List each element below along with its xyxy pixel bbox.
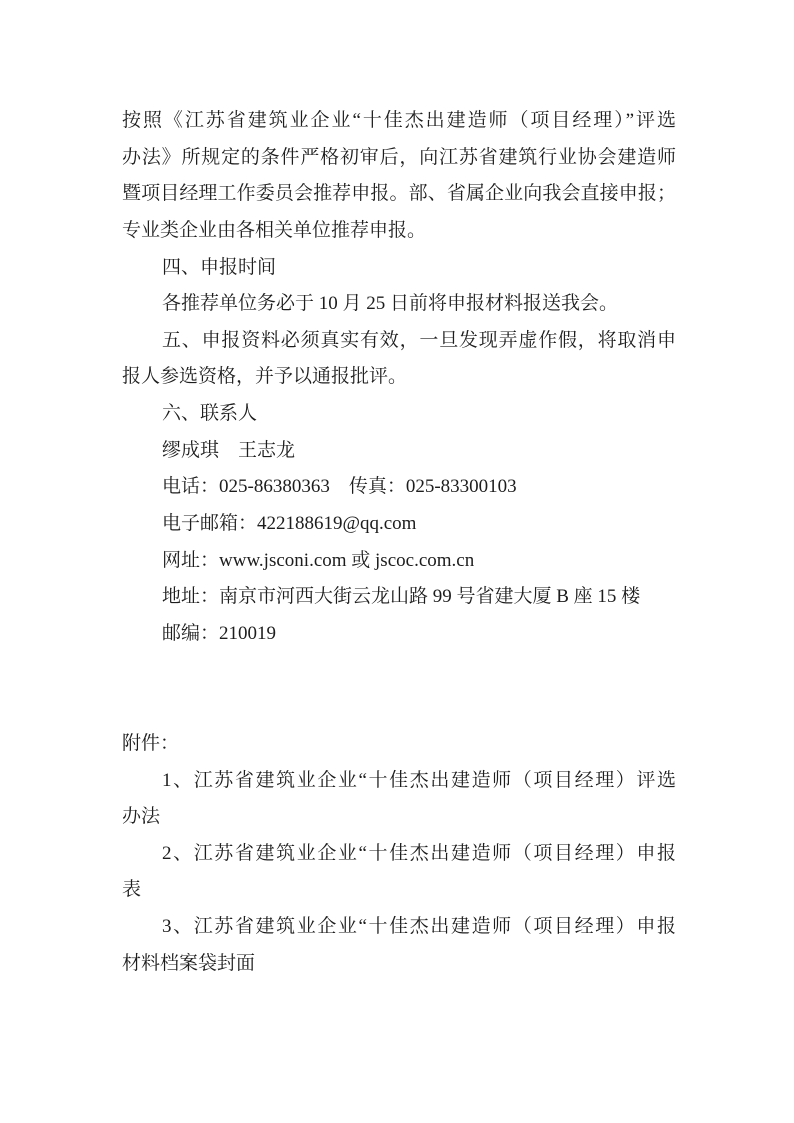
document-line: 报人参选资格，并予以通报批评。: [122, 366, 408, 388]
document-line: 2、江苏省建筑业企业“十佳杰出建造师（项目经理）申报: [162, 842, 676, 864]
document-line: 六、联系人: [162, 403, 258, 425]
document-line: 电子邮箱：422188619@qq.com: [162, 513, 417, 535]
document-line: 四、申报时间: [162, 256, 277, 278]
document-line: 暨项目经理工作委员会推荐申报。部、省属企业向我会直接申报；: [122, 183, 676, 205]
document-line: 专业类企业由各相关单位推荐申报。: [122, 219, 427, 241]
document-body: [122, 103, 676, 982]
document-line: 网址：www.jsconi.com 或 jscoc.com.cn: [162, 549, 475, 571]
document-line: 办法: [122, 806, 161, 828]
document-line: 1、江苏省建筑业企业“十佳杰出建造师（项目经理）评选: [162, 769, 676, 791]
document-line: 地址：南京市河西大街云龙山路 99 号省建大厦 B 座 15 楼: [162, 586, 641, 608]
document-line: 按照《江苏省建筑业企业“十佳杰出建造师（项目经理）”评选: [122, 110, 676, 131]
document-line: 电话：025-86380363 传真：025-83300103: [162, 476, 517, 498]
document-line: [122, 689, 676, 726]
document-line: 五、申报资料必须真实有效，一旦发现弄虚作假，将取消申: [162, 329, 676, 351]
document-line: [122, 653, 676, 690]
document-line: 邮编：210019: [162, 622, 277, 644]
document-line: 各推荐单位务必于 10 月 25 日前将申报材料报送我会。: [162, 293, 619, 315]
document-line: 附件：: [122, 732, 180, 754]
document-line: 缪成琪 王志龙: [162, 439, 296, 461]
document-line: 表: [122, 879, 142, 901]
document-line: 材料档案袋封面: [122, 952, 256, 974]
document-line: 3、江苏省建筑业企业“十佳杰出建造师（项目经理）申报: [162, 916, 676, 938]
document-line: 办法》所规定的条件严格初审后，向江苏省建筑行业协会建造师: [122, 146, 676, 168]
